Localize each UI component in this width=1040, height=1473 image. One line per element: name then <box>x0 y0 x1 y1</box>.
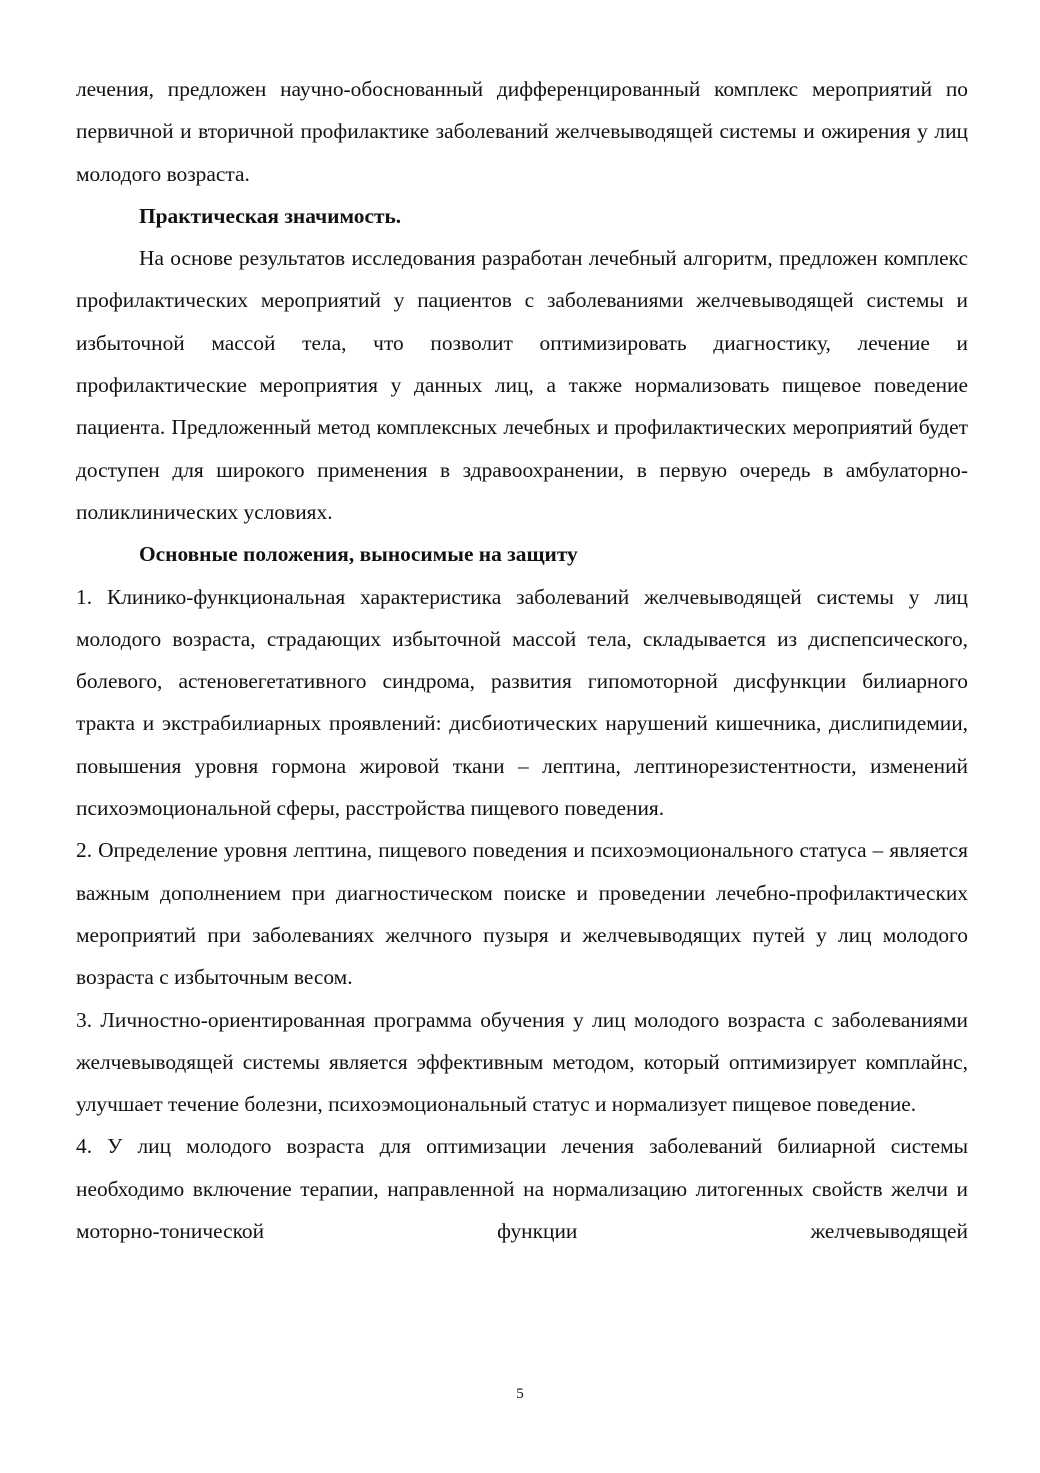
heading-defense-provisions: Основные положения, выносимые на защиту <box>139 542 578 567</box>
practical-significance-paragraph: На основе результатов исследования разработан лечебный алгоритм, предложен комплекс профилактических мероприятий у пациентов с заболеваниями желчевыводящей системы и избыточной массой тела, что позволит оптимизировать диагностику, лечение и профилактические мероприятия у данных лиц, а также нормализовать пищевое поведение пациента. Предложенный метод комплексных лечебных и профилактических мероприятий будет доступен для широкого применения в здравоохранении, в первую очередь в амбулаторно-поликлинических условиях. <box>76 246 968 524</box>
defense-item-2: 2. Определение уровня лептина, пищевого поведения и психоэмоционального статуса – является важным дополнением при диагностическом поиске и проведении лечебно-профилактических мероприятий при заболеваниях желчного пузыря и желчевыводящих путей у лиц молодого возраста с избыточным весом. <box>76 838 968 990</box>
defense-item-3: 3. Личностно-ориентированная программа обучения у лиц молодого возраста с заболеваниями желчевыводящей системы является эффективным методом, который оптимизирует комплайнс, улучшает течение болезни, психоэмоциональный статус и нормализует пищевое поведение. <box>76 1007 968 1117</box>
document-page <box>76 68 968 1252</box>
heading-practical-significance: Практическая значимость. <box>139 203 402 228</box>
continued-paragraph: лечения, предложен научно-обоснованный дифференцированный комплекс мероприятий по первичной и вторичной профилактике заболеваний желчевыводящей системы и ожирения у лиц молодого возраста. <box>76 77 968 186</box>
page-number: 5 <box>516 1386 524 1402</box>
defense-item-4: 4. У лиц молодого возраста для оптимизации лечения заболеваний билиарной системы необходимо включение терапии, направленной на нормализацию литогенных свойств желчи и моторно-тонической функции желчевыводящей <box>76 1134 968 1244</box>
defense-item-1: 1. Клинико-функциональная характеристика заболеваний желчевыводящей системы у лиц молодого возраста, страдающих избыточной массой тела, складывается из диспепсического, болевого, астеновегетативного синдрома, развития гипомоторной дисфункции билиарного тракта и экстрабилиарных проявлений: дисбиотических нарушений кишечника, дислипидемии, повышения уровня гормона жировой ткани – лептина, лептинорезистентности, изменений психоэмоциональной сферы, расстройства пищевого поведения. <box>76 584 968 821</box>
